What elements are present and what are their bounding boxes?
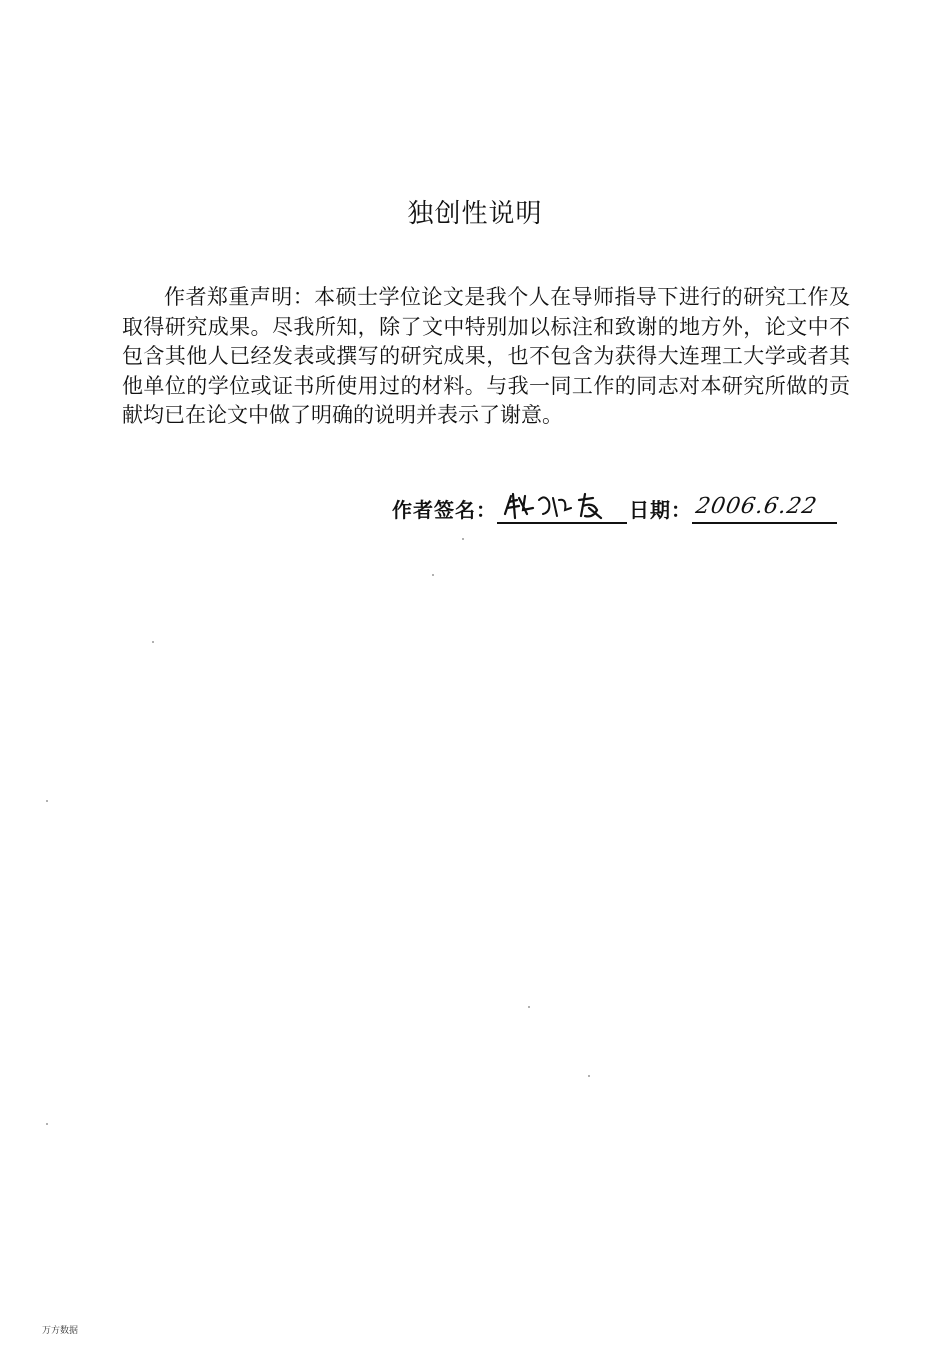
page-title: 独创性说明 (407, 199, 543, 229)
scan-speck (588, 1075, 590, 1077)
handwritten-signature (497, 488, 627, 524)
declaration-statement: 作者郑重声明：本硕士学位论文是我个人在导师指导下进行的研究工作及取得研究成果。尽我所知，除了文中特别加以标注和致谢的地方外，论文中不包含其他人已经发表或撰写的研究成果，也不包含为获得大连理工大学或者其他单位的学位或证书所使用过的材料。与我一同工作的同志对本研究所做的贡献均已在论文中做了明确的说明并表示了谢意。 (122, 285, 850, 427)
scan-speck (462, 538, 464, 540)
scan-speck (432, 574, 434, 576)
footer-watermark: 万方数据 (42, 1326, 79, 1336)
signature-label: 作者签名： (392, 498, 497, 522)
signature-row (392, 490, 837, 524)
signature-scribble-icon (497, 488, 627, 522)
scan-speck (528, 1006, 530, 1008)
date-label: 日期： (629, 498, 692, 522)
scan-speck (46, 800, 48, 802)
scan-speck (152, 641, 154, 643)
handwritten-date: 2006.6.22 (693, 494, 820, 519)
date-field (692, 488, 837, 524)
scan-speck (46, 1123, 48, 1125)
